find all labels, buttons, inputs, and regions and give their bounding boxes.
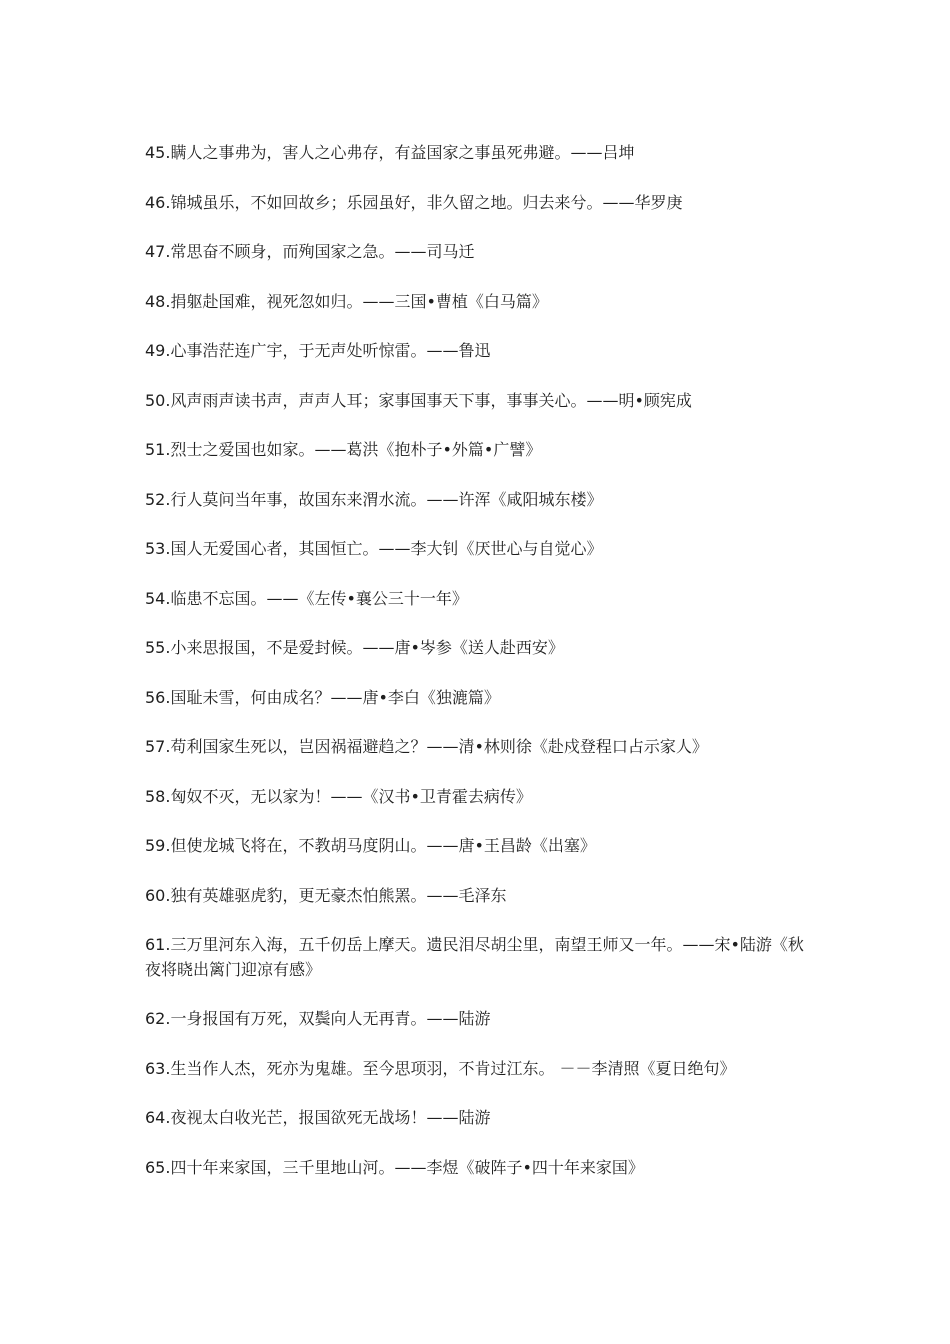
quote-item-65: 65.四十年来家国，三千里地山河。——李煜《破阵子•四十年来家国》 [145,1157,644,1177]
quote-item-47: 47.常思奋不顾身，而殉国家之急。——司马迁 [145,242,475,261]
quote-item-54: 54.临患不忘国。——《左传•襄公三十一年》 [145,588,468,608]
quote-item-55: 55.小来思报国，不是爱封候。——唐•岑参《送人赴西安》 [145,638,564,657]
quote-list [145,141,810,1205]
quote-item-48: 48.捐躯赴国难，视死忽如归。——三国•曹植《白马篇》 [145,291,548,311]
quote-item-45: 45.瞒人之事弗为，害人之心弗存，有益国家之事虽死弗避。——吕坤 [145,143,635,162]
quote-item-62: 62.一身报国有万死，双鬓向人无再青。——陆游 [145,1009,491,1028]
quote-item-50: 50.风声雨声读书声，声声人耳；家事国事天下事，事事关心。——明•顾宪成 [145,390,692,410]
quote-item-59: 59.但使龙城飞将在，不教胡马度阴山。——唐•王昌龄《出塞》 [145,836,596,855]
quote-item-61: 61.三万里河东入海，五千仞岳上摩天。遗民泪尽胡尘里，南望王师又一年。——宋•陆游《秋夜将晓出篱门迎凉有感》 [145,935,804,979]
quote-item-57: 57.苟利国家生死以，岂因祸福避趋之？——清•林则徐《赴戍登程口占示家人》 [145,737,708,756]
quote-item-49: 49.心事浩茫连广宇，于无声处听惊雷。——鲁迅 [145,341,491,360]
quote-item-51: 51.烈士之爱国也如家。——葛洪《抱朴子•外篇•广譬》 [145,440,542,459]
quote-item-52: 52.行人莫问当年事，故国东来渭水流。——许浑《咸阳城东楼》 [145,489,603,509]
quote-item-46: 46.锦城虽乐，不如回故乡；乐园虽好，非久留之地。归去来兮。——华罗庚 [145,192,683,212]
quote-item-53: 53.国人无爱国心者，其国恒亡。——李大钊《厌世心与自觉心》 [145,539,603,558]
quote-item-58: 58.匈奴不灭，无以家为！——《汉书•卫青霍去病传》 [145,786,532,806]
quote-item-60: 60.独有英雄驱虎豹，更无豪杰怕熊罴。——毛泽东 [145,885,507,905]
quote-item-63: 63.生当作人杰，死亦为鬼雄。至今思项羽，不肯过江东。 －－李清照《夏日绝句》 [145,1058,736,1078]
quote-item-64: 64.夜视太白收光芒，报国欲死无战场！——陆游 [145,1108,491,1127]
quote-item-56: 56.国耻未雪，何由成名？——唐•李白《独漉篇》 [145,687,500,707]
